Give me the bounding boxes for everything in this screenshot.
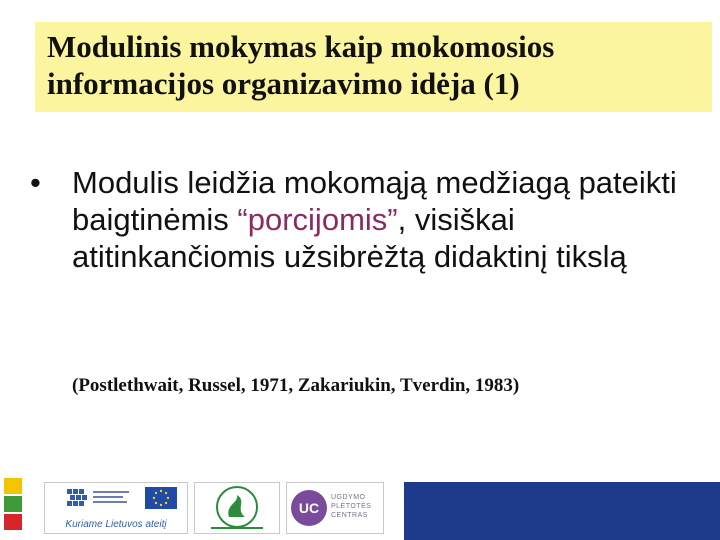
bullet-highlight: “porcijomis” (237, 202, 398, 237)
ministry-logo-graphic (195, 483, 279, 533)
education-centre-initials: UC (298, 500, 320, 516)
footer-logos (0, 474, 720, 540)
title-line-2: informacijos organizavimo idėja (1) (47, 66, 520, 101)
blue-footer-panel (404, 482, 720, 540)
bullet-text-end: , visiškai atitinkančiomis užsibrėžtą didaktinį tikslą (72, 202, 627, 274)
eu-logo-caption: Kuriame Lietuvos ateitį (65, 519, 167, 530)
education-centre-logo (286, 482, 384, 534)
bullet-icon: • (30, 165, 41, 200)
bullet-text (72, 164, 682, 275)
education-centre-text: UGDYMO PLĖTOTĖS CENTRAS (331, 494, 372, 519)
education-centre-logo-graphic (287, 483, 383, 533)
slide-title (35, 22, 712, 112)
eu-funds-logo-graphic (45, 483, 187, 533)
bullet-text-start: Modulis leidžia mokomąją medžiagą pateikti baigtinėmis (72, 165, 677, 237)
yellow-square-icon (4, 478, 22, 494)
red-square-icon (4, 514, 22, 530)
green-square-icon (4, 496, 22, 512)
title-line-1: Modulinis mokymas kaip mokomosios (47, 29, 555, 64)
ministry-logo (194, 482, 280, 534)
eu-funds-logo (44, 482, 188, 534)
citation: (Postlethwait, Russel, 1971, Zakariukin, Tverdin, 1983) (72, 375, 520, 396)
